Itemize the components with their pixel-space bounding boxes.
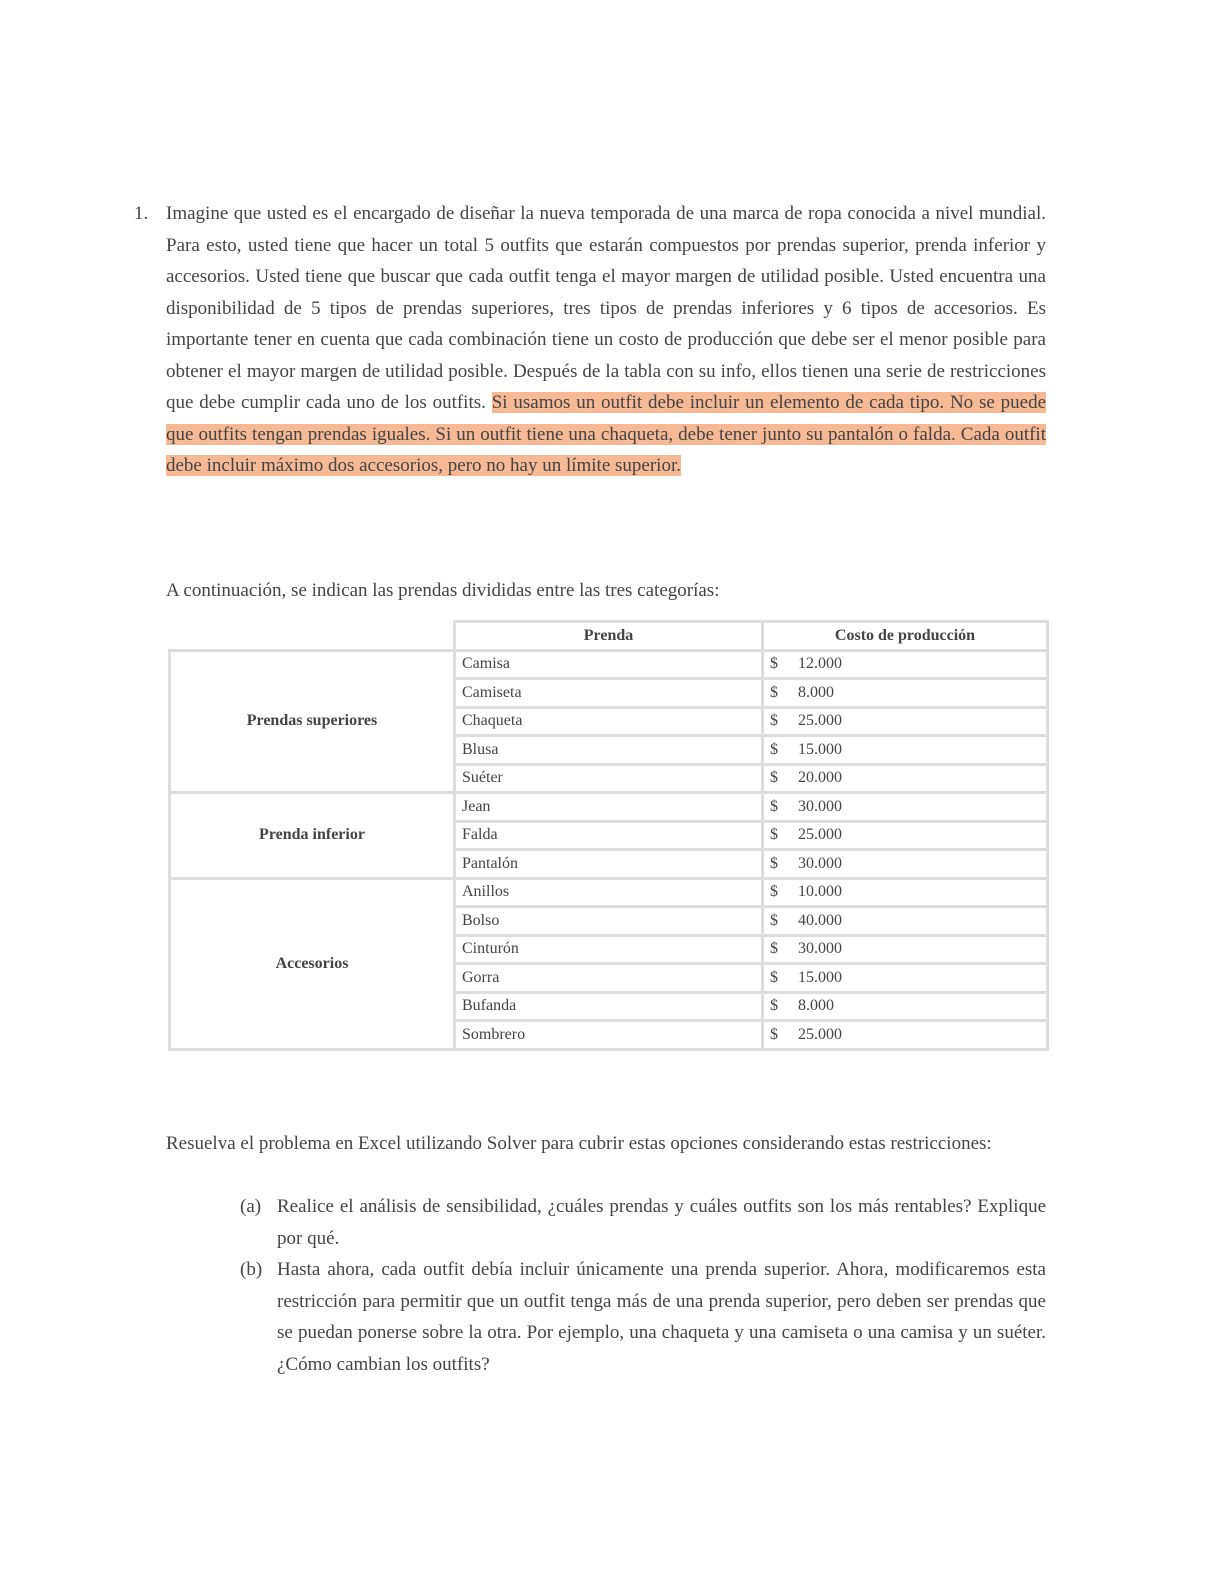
prenda-cell: Blusa <box>455 736 763 765</box>
currency-symbol: $ <box>770 968 778 986</box>
cost-value: 20.000 <box>798 769 842 787</box>
cost-cell <box>763 679 1048 708</box>
cost-value: 8.000 <box>798 997 834 1015</box>
table-row <box>170 793 1048 822</box>
currency-symbol: $ <box>770 1025 778 1043</box>
table-header-row <box>170 622 1048 651</box>
cost-cell <box>763 992 1048 1021</box>
cost-cell <box>763 850 1048 879</box>
cost-cell <box>763 1021 1048 1050</box>
currency-symbol: $ <box>770 883 778 901</box>
cost-value: 12.000 <box>798 655 842 673</box>
currency-symbol: $ <box>770 740 778 758</box>
currency-symbol: $ <box>770 854 778 872</box>
prenda-cell: Camiseta <box>455 679 763 708</box>
prenda-cell: Anillos <box>455 878 763 907</box>
cost-cell <box>763 935 1048 964</box>
prenda-cell: Chaqueta <box>455 707 763 736</box>
prenda-cell: Bolso <box>455 907 763 936</box>
cost-cell <box>763 707 1048 736</box>
cost-cell <box>763 964 1048 993</box>
category-cell: Prendas superiores <box>170 650 455 793</box>
cost-value: 25.000 <box>798 826 842 844</box>
currency-symbol: $ <box>770 826 778 844</box>
question-text: Hasta ahora, cada outfit debía incluir únicamente una prenda superior. Ahora, modificaremos esta restricción para permitir que un outfit tenga más de una prenda superior, pero deben ser prendas que se puedan ponerse sobre la otra. Por ejemplo, una chaqueta y una camiseta o una camisa y un suéter. ¿Cómo cambian los outfits? <box>277 1259 1046 1375</box>
prenda-cell: Pantalón <box>455 850 763 879</box>
cost-cell <box>763 736 1048 765</box>
problem-statement <box>166 198 1046 482</box>
cost-cell <box>763 793 1048 822</box>
table-row <box>170 878 1048 907</box>
table-intro: A continuación, se indican las prendas divididas entre las tres categorías: <box>166 580 720 601</box>
prenda-cell: Cinturón <box>455 935 763 964</box>
problem-text: Imagine que usted es el encargado de diseñar la nueva temporada de una marca de ropa conocida a nivel mundial. Para esto, usted tiene que hacer un total 5 outfits que estarán compuestos por prendas superior, prenda inferior y accesorios. Usted tiene que buscar que cada outfit tenga el mayor margen de utilidad posible. Usted encuentra una disponibilidad de 5 tipos de prendas superiores, tres tipos de prendas inferiores y 6 tipos de accesorios. Es importante tener en cuenta que cada combinación tiene un costo de producción que debe ser el menor posible para obtener el mayor margen de utilidad posible. Después de la tabla con su info, ellos tienen una serie de restricciones que debe cumplir cada uno de los outfits. <box>166 203 1046 413</box>
header-costo: Costo de producción <box>763 622 1048 651</box>
highlighted-text: Si usamos un outfit debe incluir un elemento de cada tipo. No se puede que outfits tengan prendas iguales. Si un outfit tiene una chaqueta, debe tener junto su pantalón o falda. Cada outfit debe incluir máximo dos accesorios, pero no hay un límite superior. <box>166 392 1047 476</box>
currency-symbol: $ <box>770 683 778 701</box>
question-label: (a) <box>240 1196 262 1217</box>
cost-value: 8.000 <box>798 683 834 701</box>
cost-value: 30.000 <box>798 940 842 958</box>
prenda-cell: Bufanda <box>455 992 763 1021</box>
question-a <box>240 1191 1046 1254</box>
questions-intro: Resuelva el problema en Excel utilizando Solver para cubrir estas opciones considerando estas restricciones: <box>166 1133 992 1154</box>
category-cell: Accesorios <box>170 878 455 1049</box>
currency-symbol: $ <box>770 655 778 673</box>
cost-value: 25.000 <box>798 712 842 730</box>
cost-value: 15.000 <box>798 968 842 986</box>
prenda-cell: Falda <box>455 821 763 850</box>
cost-value: 15.000 <box>798 740 842 758</box>
cost-cell <box>763 878 1048 907</box>
cost-cell <box>763 907 1048 936</box>
currency-symbol: $ <box>770 797 778 815</box>
prenda-cell: Gorra <box>455 964 763 993</box>
header-prenda: Prenda <box>455 622 763 651</box>
cost-value: 10.000 <box>798 883 842 901</box>
question-b <box>240 1254 1046 1380</box>
cost-value: 30.000 <box>798 797 842 815</box>
problem-number: 1. <box>134 203 149 224</box>
question-text: Realice el análisis de sensibilidad, ¿cuáles prendas y cuáles outfits son los más rentables? Explique por qué. <box>277 1196 1046 1249</box>
cost-cell <box>763 821 1048 850</box>
prenda-cell: Sombrero <box>455 1021 763 1050</box>
cost-value: 40.000 <box>798 911 842 929</box>
prenda-cell: Suéter <box>455 764 763 793</box>
category-cell: Prenda inferior <box>170 793 455 879</box>
currency-symbol: $ <box>770 997 778 1015</box>
question-label: (b) <box>240 1259 263 1280</box>
currency-symbol: $ <box>770 940 778 958</box>
currency-symbol: $ <box>770 769 778 787</box>
table-body <box>170 650 1048 1049</box>
cost-cell <box>763 764 1048 793</box>
currency-symbol: $ <box>770 712 778 730</box>
cost-value: 25.000 <box>798 1025 842 1043</box>
prenda-cell: Camisa <box>455 650 763 679</box>
table-row <box>170 650 1048 679</box>
currency-symbol: $ <box>770 911 778 929</box>
prenda-cell: Jean <box>455 793 763 822</box>
cost-table <box>168 620 1049 1051</box>
cost-cell <box>763 650 1048 679</box>
cost-value: 30.000 <box>798 854 842 872</box>
